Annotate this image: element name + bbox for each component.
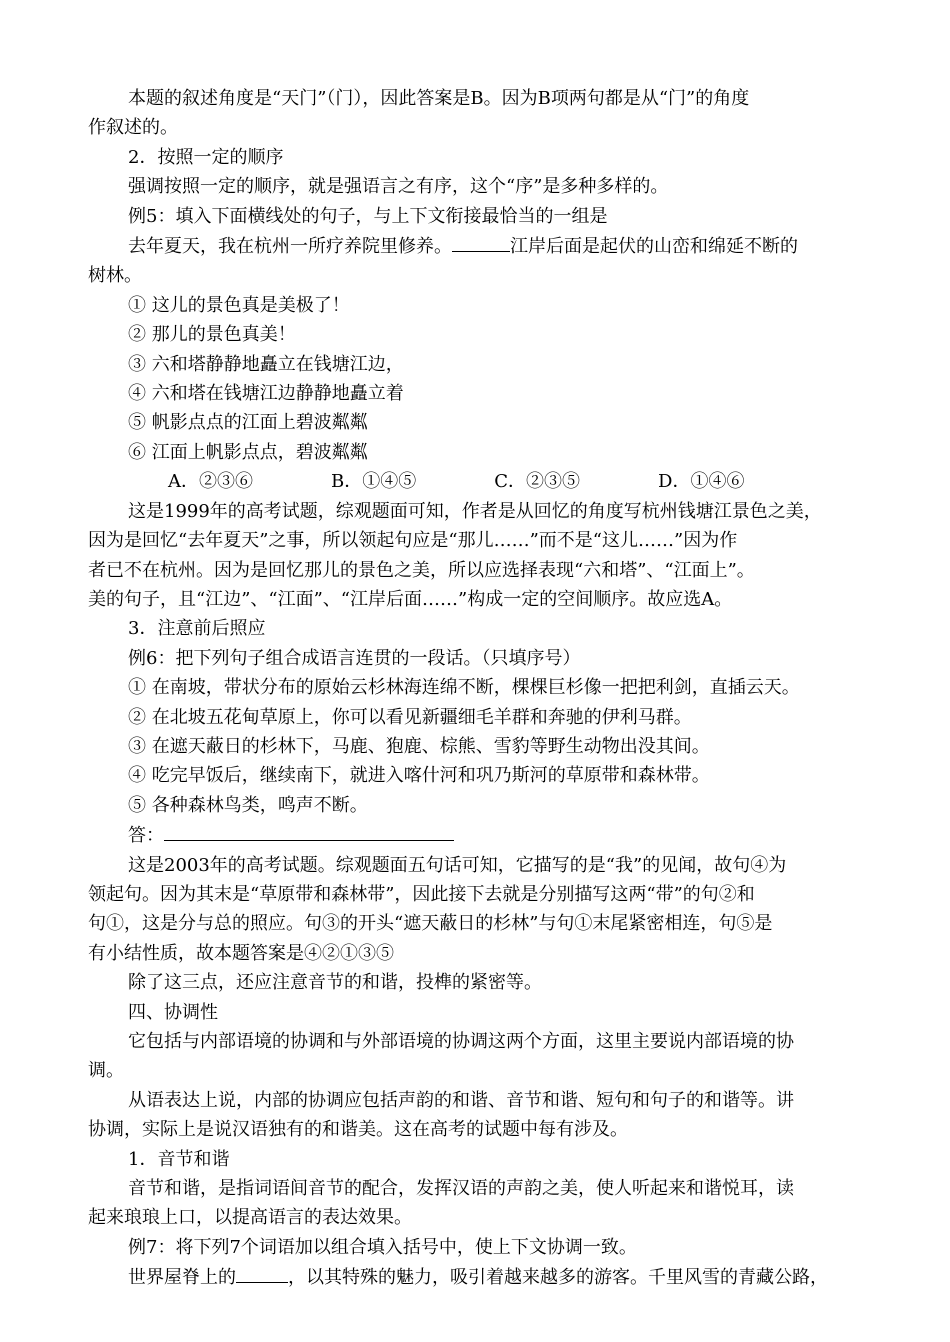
answer-blank <box>164 820 454 841</box>
answer-label: 答： <box>128 825 164 847</box>
analysis-line: 领起句。因为其末是“草原带和森林带”，因此接下去就是分别描写这两“带”的句②和 <box>88 883 755 905</box>
paragraph-line: 树林。 <box>88 265 142 287</box>
sentence-item: ② 在北坡五花甸草原上，你可以看见新疆细毛羊群和奔驰的伊利马群。 <box>128 706 692 728</box>
passage-text: 去年夏天，我在杭州一所疗养院里修养。 <box>128 236 452 258</box>
sentence-item: ⑤ 各种森林鸟类，鸣声不断。 <box>128 794 368 816</box>
choice-c: C．②③⑤ <box>494 471 581 493</box>
sentence-item: ④ 吃完早饭后，继续南下，就进入喀什河和巩乃斯河的草原带和森林带。 <box>128 765 710 787</box>
section-heading: 3．注意前后照应 <box>128 618 266 640</box>
answer-line <box>88 820 870 850</box>
paragraph-line: 调。 <box>88 1060 124 1082</box>
paragraph-line: 本题的叙述角度是“天门”（门），因此答案是B。因为B项两句都是从“门”的角度 <box>128 88 750 109</box>
analysis-line: 美的句子，且“江边”、“江面”、“江岸后面……”构成一定的空间顺序。故应选A。 <box>88 588 733 610</box>
example-prompt: 例5：填入下面横线处的句子，与上下文衔接最恰当的一组是 <box>128 205 608 227</box>
example-prompt: 例6：把下列句子组合成语言连贯的一段话。（只填序号） <box>128 647 581 669</box>
analysis-line: 这是2003年的高考试题。综观题面五句话可知，它描写的是“我”的见闻，故句④为 <box>128 854 787 876</box>
paragraph-line: 强调按照一定的顺序，就是强语言之有序，这个“序”是多种多样的。 <box>128 176 669 198</box>
paragraph-line: 除了这三点，还应注意音节的和谐，投榫的紧密等。 <box>128 972 542 994</box>
sentence-item: ③ 在遮天蔽日的杉林下，马鹿、狍鹿、棕熊、雪豹等野生动物出没其间。 <box>128 735 710 757</box>
analysis-line: 者已不在杭州。因为是回忆那儿的景色之美，所以应选择表现“六和塔”、“江面上”。 <box>88 559 755 581</box>
section-heading: 2．按照一定的顺序 <box>128 146 284 168</box>
paragraph-line: 作叙述的。 <box>88 117 178 139</box>
option-item: ⑤ 帆影点点的江面上碧波粼粼 <box>128 412 368 434</box>
paragraph-line: 从语表达上说，内部的协调应包括声韵的和谐、音节和谐、短句和句子的和谐等。讲 <box>128 1089 794 1111</box>
option-item: ④ 六和塔在钱塘江边静静地矗立着 <box>128 383 404 405</box>
option-item: ② 那儿的景色真美！ <box>128 324 296 346</box>
analysis-line: 句①，这是分与总的照应。句③的开头“遮天蔽日的杉林”与句①末尾紧密相连，句⑤是 <box>88 913 773 935</box>
sentence-item: ① 在南坡，带状分布的原始云杉林海连绵不断，棵棵巨杉像一把把利剑，直插云天。 <box>128 677 800 699</box>
example-passage <box>88 231 870 261</box>
paragraph-line: 它包括与内部语境的协调和与外部语境的协调这两个方面，这里主要说内部语境的协 <box>128 1031 794 1052</box>
paragraph-line: 起来琅琅上口，以提高语言的表达效果。 <box>88 1207 412 1229</box>
example-passage <box>88 1262 870 1292</box>
example-prompt: 例7：将下列7个词语加以组合填入括号中，使上下文协调一致。 <box>128 1236 637 1258</box>
answer-blank <box>236 1262 288 1283</box>
passage-text: ，以其特殊的魅力，吸引着越来越多的游客。千里风雪的青藏公路， <box>288 1267 828 1289</box>
analysis-line: 因为是回忆“去年夏天”之事，所以领起句应是“那儿……”而不是“这儿……”因为作 <box>88 530 738 552</box>
paragraph-line: 协调，实际上是说汉语独有的和谐美。这在高考的试题中每有涉及。 <box>88 1119 628 1141</box>
analysis-line: 这是1999年的高考试题，综观题面可知，作者是从回忆的角度写杭州钱塘江景色之美， <box>128 500 822 522</box>
answer-blank <box>452 231 510 252</box>
passage-text: 世界屋脊上的 <box>128 1267 236 1289</box>
section-heading: 四、协调性 <box>128 1001 218 1023</box>
document-page <box>88 84 870 1293</box>
answer-choices <box>88 467 870 496</box>
choice-b: B．①④⑤ <box>331 471 417 493</box>
choice-a: A．②③⑥ <box>168 471 253 493</box>
option-item: ① 这儿的景色真是美极了！ <box>128 294 350 316</box>
passage-text: 江岸后面是起伏的山峦和绵延不断的 <box>510 236 798 258</box>
option-item: ⑥ 江面上帆影点点，碧波粼粼 <box>128 441 368 463</box>
option-item: ③ 六和塔静静地矗立在钱塘江边， <box>128 353 404 375</box>
section-heading: 1．音节和谐 <box>128 1148 230 1170</box>
choice-d: D．①④⑥ <box>658 471 745 493</box>
paragraph-line: 音节和谐，是指词语间音节的配合，发挥汉语的声韵之美，使人听起来和谐悦耳，读 <box>128 1178 794 1200</box>
analysis-line: 有小结性质，故本题答案是④②①③⑤ <box>88 942 394 964</box>
